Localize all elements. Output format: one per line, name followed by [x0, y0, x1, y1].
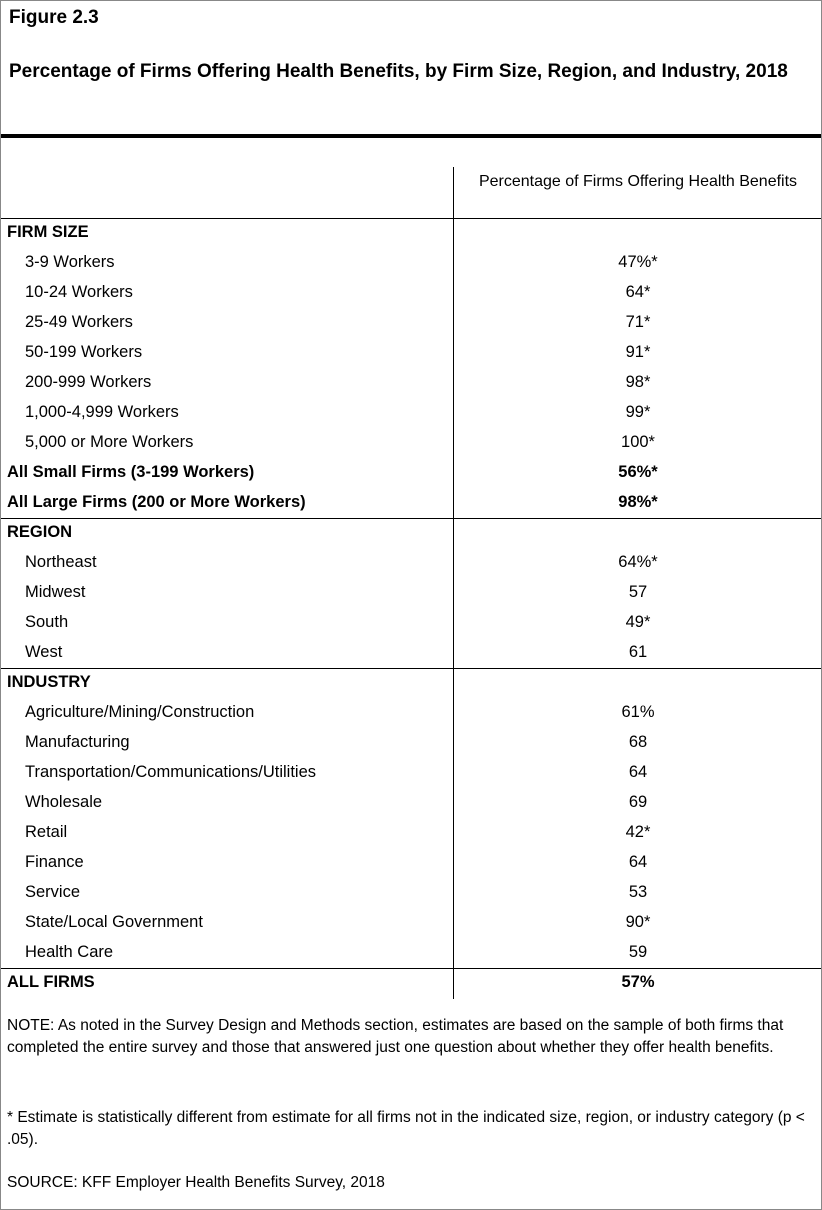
row-value: 68: [628, 733, 648, 751]
row-value: 71*: [625, 313, 651, 331]
column-header: Percentage of Firms Offering Health Benefits: [478, 173, 798, 190]
table-row: [1, 458, 821, 488]
row-label: Retail: [25, 823, 68, 841]
table-row: [1, 818, 821, 848]
table-row: [1, 548, 821, 578]
row-value: 61: [628, 643, 648, 661]
table-row: [1, 488, 821, 518]
section-heading: [1, 518, 821, 548]
table-row: [1, 878, 821, 908]
row-label: South: [25, 613, 69, 631]
row-value: 57%: [621, 973, 655, 991]
row-value: 90*: [625, 913, 651, 931]
figure-title: Percentage of Firms Offering Health Benefits, by Firm Size, Region, and Industry, 2018: [9, 61, 788, 82]
figure-number: Figure 2.3: [9, 7, 99, 28]
table-row: [1, 728, 821, 758]
row-value: 69: [628, 793, 648, 811]
row-value: 56%*: [618, 463, 658, 481]
row-label: Health Care: [25, 943, 114, 961]
row-label: Transportation/Communications/Utilities: [25, 763, 316, 781]
row-label: FIRM SIZE: [7, 223, 89, 241]
row-value: 64: [628, 763, 648, 781]
row-value: 100*: [621, 433, 655, 451]
row-label: State/Local Government: [25, 913, 203, 931]
row-label: 3-9 Workers: [25, 253, 115, 271]
row-label: 10-24 Workers: [25, 283, 133, 301]
table-row: [1, 278, 821, 308]
row-value: 59: [628, 943, 648, 961]
row-label: Finance: [25, 853, 84, 871]
table-row: [1, 698, 821, 728]
table-row: [1, 848, 821, 878]
row-value: 53: [628, 883, 648, 901]
table-row: [1, 608, 821, 638]
table-row: [1, 248, 821, 278]
row-label: Wholesale: [25, 793, 103, 811]
row-value: 98*: [625, 373, 651, 391]
row-value: 64*: [625, 283, 651, 301]
row-value: 98%*: [618, 493, 658, 511]
row-label: INDUSTRY: [7, 673, 91, 691]
table-row: [1, 758, 821, 788]
row-label: ALL FIRMS: [7, 973, 95, 991]
section-heading: [1, 218, 821, 248]
total-row: [1, 968, 821, 998]
table-row: [1, 428, 821, 458]
section-heading: [1, 668, 821, 698]
row-value: 64: [628, 853, 648, 871]
table-row: [1, 788, 821, 818]
row-label: Service: [25, 883, 81, 901]
row-label: Northeast: [25, 553, 97, 571]
row-value: 47%*: [618, 253, 658, 271]
row-value: 91*: [625, 343, 651, 361]
row-value: 61%: [621, 703, 655, 721]
footnote-text: * Estimate is statistically different from estimate for all firms not in the indicated size, region, or industry category (p < .05).: [7, 1109, 805, 1148]
row-value: 99*: [625, 403, 651, 421]
row-value: 49*: [625, 613, 651, 631]
table-row: [1, 638, 821, 668]
table-row: [1, 398, 821, 428]
table-row: [1, 338, 821, 368]
row-value: 42*: [625, 823, 651, 841]
row-label: All Large Firms (200 or More Workers): [7, 493, 306, 511]
row-label: 50-199 Workers: [25, 343, 143, 361]
row-label: 1,000-4,999 Workers: [25, 403, 179, 421]
title-divider: [1, 134, 821, 138]
row-label: Manufacturing: [25, 733, 130, 751]
row-label: All Small Firms (3-199 Workers): [7, 463, 255, 481]
row-label: West: [25, 643, 63, 661]
table-row: [1, 938, 821, 968]
table-row: [1, 578, 821, 608]
row-value: 57: [628, 583, 648, 601]
row-label: 200-999 Workers: [25, 373, 152, 391]
row-value: 64%*: [618, 553, 658, 571]
row-label: 5,000 or More Workers: [25, 433, 194, 451]
table-row: [1, 908, 821, 938]
row-label: 25-49 Workers: [25, 313, 133, 331]
row-label: Agriculture/Mining/Construction: [25, 703, 255, 721]
row-label: REGION: [7, 523, 73, 541]
source-text: SOURCE: KFF Employer Health Benefits Survey, 2018: [7, 1174, 385, 1191]
note-text: NOTE: As noted in the Survey Design and Methods section, estimates are based on the sample of both firms that completed the entire survey and those that answered just one question about whether they offer health benefits.: [7, 1017, 784, 1056]
row-label: Midwest: [25, 583, 86, 601]
table-row: [1, 308, 821, 338]
table-row: [1, 368, 821, 398]
